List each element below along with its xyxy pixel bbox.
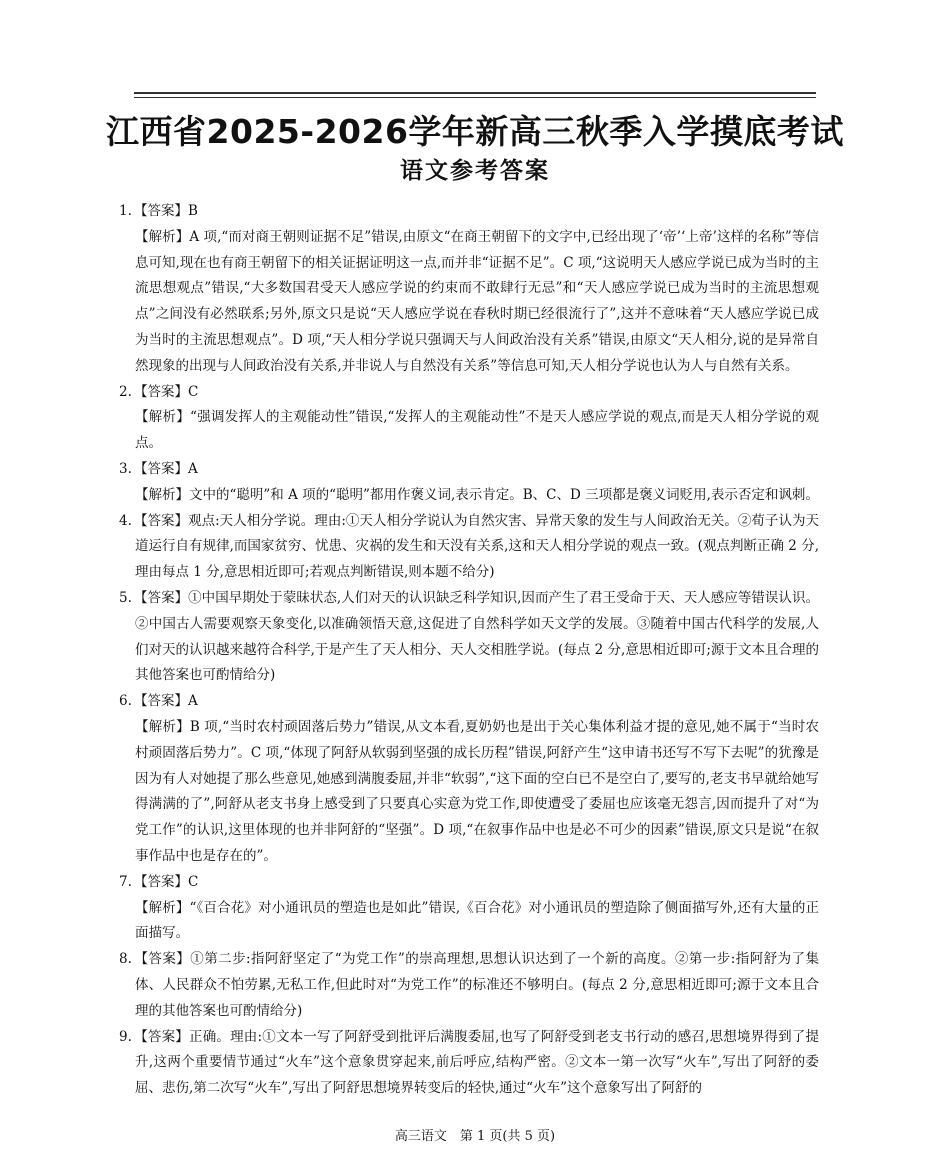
top-rule <box>134 92 816 94</box>
answer-item-1 <box>119 199 819 380</box>
page-footer: 高三语文 第 1 页(共 5 页) <box>394 1129 556 1144</box>
explanation-text: 【解析】“《百合花》对小通讯员的塑造也是如此”错误,《百合花》对小通讯员的塑造除了侧面描写外,还有大量的正面描写。 <box>135 899 819 942</box>
explanation-text: 【解析】“强调发挥人的主观能动性”错误,“发挥人的主观能动性”不是天人感应学说的观点,而是天人相分学说的观点。 <box>135 409 819 452</box>
top-rule-thin <box>134 97 816 98</box>
answer-text: 【答案】B <box>134 203 198 219</box>
answer-text: 【答案】观点:天人相分学说。理由:①天人相分学说认为自然灾害、异常天象的发生与人间政治无关。②荀子认为天道运行自有规律,而国家贫穷、忧患、灾祸的发生和天没有关系,这和天人相分学说的观点一致。(观点判断正确 2 分,理由每点 1 分,意思相近即可;若观点判断错误,则本题不给分) <box>134 512 819 581</box>
answer-text: 【答案】正确。理由:①文本一写了阿舒受到批评后满腹委屈,也写了阿舒受到老支书行动的感召,思想境界得到了提升,这两个重要情节通过“火车”这个意象贯穿起来,前后呼应,结构严密。②文本一第一次写“火车”,写出了阿舒的委屈、悲伤,第二次写“火车”,写出了阿舒思想境界转变后的轻快,通过“火车”这个意象写出了阿舒的 <box>134 1028 819 1097</box>
answer-item-5 <box>119 586 819 689</box>
answer-text: 【答案】①第二步:指阿舒坚定了“为党工作”的崇高理想,思想认识达到了一个新的高度。②第一步:指阿舒为了集体、人民群众不怕劳累,无私工作,但此时对“为党工作”的标准还不够明白。(每点 2 分,意思相近即可;源于文本且合理的其他答案也可酌情给分) <box>134 951 819 1019</box>
question-number: 1. <box>119 203 132 219</box>
answer-item-8 <box>119 947 819 1024</box>
answer-item-4 <box>119 509 819 586</box>
question-number: 8. <box>119 951 132 968</box>
explanation-text: 【解析】文中的“聪明”和 A 项的“聪明”都用作褒义词,表示肯定。B、C、D 三项都是褒义词贬用,表示否定和讽刺。 <box>135 486 819 503</box>
question-number: 5. <box>119 589 132 606</box>
answer-item-2 <box>119 380 819 457</box>
answer-item-7 <box>119 870 819 947</box>
explanation-text: 【解析】B 项,“当时农村顽固落后势力”错误,从文本看,夏奶奶也是出于关心集体利益才提的意见,她不属于“当时农村顽固落后势力”。C 项,“体现了阿舒从软弱到坚强的成长历程”错误,阿舒产生“这申请书还写不写下去呢”的犹豫是因为有人对她提了那么些意见,她感到满腹委屈,并非“软弱”,“这下面的空白已不是空白了,要写的,老支书早就给她写得满满的了”,阿舒从老支书身上感受到了只要真心实意为党工作,即使遭受了委屈也应该毫无怨言,因而提升了对“为党工作”的认识,这里体现的也并非阿舒的“坚强”。D 项,“在叙事作品中也是必不可少的因素”错误,原文只是说“在叙事作品中也是存在的”。 <box>135 718 819 864</box>
question-number: 9. <box>119 1028 132 1045</box>
answer-item-3 <box>119 457 819 509</box>
page-subtitle: 语文参考答案 <box>400 157 550 184</box>
question-number: 2. <box>119 383 132 400</box>
question-number: 6. <box>119 693 132 710</box>
answer-list <box>119 199 819 1102</box>
answer-text: 【答案】A <box>134 693 198 710</box>
answer-text: 【答案】C <box>134 873 199 890</box>
explanation-text: 【解析】A 项,“而对商王朝则证据不足”错误,由原文“在商王朝留下的文字中,已经出现了‘帝’‘上帝’这样的名称”等信息可知,现在也有商王朝留下的相关证据证明这一点,而并非“证据不足”。C 项,“这说明天人感应学说已成为当时的主流思想观点”错误,“大多数国君受天人感应学说的约束而不敢肆行无忌”和“天人感应学说已成为当时的主流思想观点”之间没有必然联系;另外,原文只是说“天人感应学说在春秋时期已经很流行了”,这并不意味着“天人感应学说已成为当时的主流思想观点”。D 项,“天人相分学说只强调天与人间政治没有关系”错误,由原文“天人相分,说的是异常自然现象的出现与人间政治没有关系,并非说人与自然没有关系”等信息可知,天人相分学说也认为人与自然有关系。 <box>135 228 819 374</box>
answer-text: 【答案】C <box>134 383 199 400</box>
page-title: 江西省2025-2026学年新高三秋季入学摸底考试 <box>106 112 844 151</box>
answer-item-6 <box>119 689 819 870</box>
answer-text: 【答案】①中国早期处于蒙昧状态,人们对天的认识缺乏科学知识,因而产生了君王受命于天、天人感应等错误认识。②中国古人需要观察天象变化,以准确领悟天意,这促进了自然科学如天文学的发展。③随着中国古代科学的发展,人们对天的认识越来越符合科学,于是产生了天人相分、天人交相胜学说。(每点 2 分,意思相近即可;源于文本且合理的其他答案也可酌情给分) <box>134 589 819 684</box>
answer-text: 【答案】A <box>134 460 198 477</box>
answer-item-9 <box>119 1025 819 1102</box>
question-number: 3. <box>119 460 132 477</box>
question-number: 4. <box>119 512 132 529</box>
question-number: 7. <box>119 873 132 890</box>
